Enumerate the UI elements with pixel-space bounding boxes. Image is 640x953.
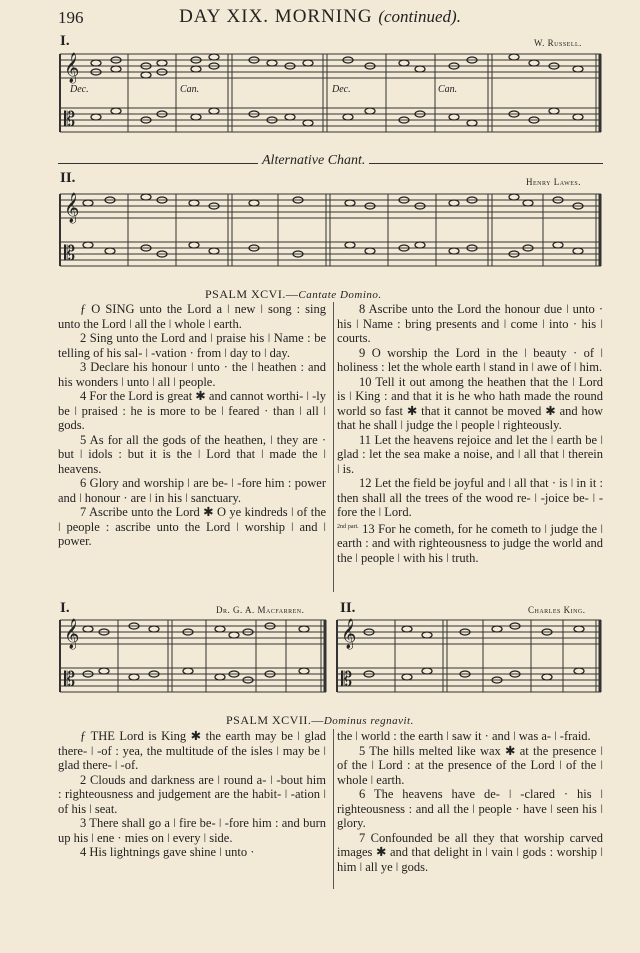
psalm-96-verse-7: 7 Ascribe unto the Lord ✱ O ye kindreds ǀ of the ǀ people : ascribe unto the Lord ǀ worship ǀ and ǀ power.	[58, 505, 326, 548]
psalm-97-verse-4-cont: the ǀ world : the earth ǀ saw it · and ǀ was a- ǀ -fraid.	[337, 729, 591, 743]
psalm-97-verse-7: 7 Confounded be all they that worship carved images ✱ and that delight in ǀ vain ǀ gods : worship ǀ him ǀ all ye ǀ gods.	[337, 830, 603, 874]
column-divider-2	[333, 729, 334, 889]
psalm-96-left-column	[58, 302, 326, 549]
svg-text:𝄞: 𝄞	[64, 619, 80, 649]
chant-4-number: II.	[340, 600, 356, 616]
page-title-text: DAY XIX. MORNING	[179, 6, 373, 27]
psalm-96-verse-8: 8 Ascribe unto the Lord the honour due ǀ unto · his ǀ Name : bring presents and ǀ come ǀ into · his ǀ courts.	[337, 302, 603, 345]
psalm-96-verse-6: 6 Glory and worship ǀ are be- ǀ -fore him : power and ǀ honour · are ǀ in his ǀ sanctuary.	[58, 476, 326, 505]
svg-text:𝄞: 𝄞	[64, 193, 80, 223]
svg-text:𝄡: 𝄡	[64, 667, 76, 691]
psalm-96-verse-12: 12 Let the field be joyful and ǀ all that · is ǀ in it : then shall all the trees of the wood re- ǀ -joice be- ǀ -fore the ǀ Lord.	[337, 476, 603, 519]
psalm-96-verse-2: 2 Sing unto the Lord and ǀ praise his ǀ Name : be telling of his sal- ǀ -vation · from ǀ day to ǀ day.	[58, 331, 326, 360]
chant-2-composer: Henry Lawes.	[526, 177, 582, 187]
psalm-96-verse-3: 3 Declare his honour ǀ unto · the ǀ heathen : and his wonders ǀ unto ǀ all ǀ people.	[58, 360, 326, 389]
chant-1-label-2: Can.	[180, 84, 200, 95]
alternative-chant-title: Alternative Chant.	[258, 153, 369, 169]
psalm-96-verse-5: 5 As for all the gods of the heathen, ǀ they are · but ǀ idols : but it is the ǀ Lord that ǀ made the ǀ heavens.	[58, 432, 326, 476]
chant-1-label-4: Can.	[438, 84, 458, 95]
psalm-96-verse-10: 10 Tell it out among the heathen that the ǀ Lord is ǀ King : and that it is he who hath made the round world so fast ✱ that it cannot be moved ✱ and how that he shall ǀ judge the ǀ people ǀ righteously.	[337, 374, 603, 432]
chant-4-score	[335, 612, 603, 702]
psalm-96-verse-9: 9 O worship the Lord in the ǀ beauty · of ǀ holiness : let the whole earth ǀ stand in ǀ awe of ǀ him.	[337, 345, 603, 374]
svg-text:𝄡: 𝄡	[64, 107, 76, 131]
psalm-96-latin: Cantate Domino.	[298, 289, 382, 301]
psalm-96-verse-4: 4 For the Lord is great ✱ and cannot worthi- ǀ -ly be ǀ praised : he is more to be ǀ feared · than ǀ all ǀ gods.	[58, 389, 326, 432]
psalm-97-right-column	[337, 729, 603, 874]
psalm-96-title: PSALM XCVI.—	[205, 287, 299, 301]
psalm-97-verse-2: 2 Clouds and darkness are ǀ round a- ǀ -bout him : righteousness and judgement are the habit- ǀ -ation ǀ of his ǀ seat.	[58, 772, 326, 816]
psalm-97-title: PSALM XCVII.—	[226, 713, 324, 727]
psalm-97-verse-6: 6 The heavens have de- ǀ -clared · his ǀ righteousness : and all the ǀ people · have ǀ seen his ǀ glory.	[337, 787, 603, 830]
chant-1-label-3: Dec.	[332, 84, 351, 95]
chant-3-score	[58, 612, 328, 702]
psalm-97-heading	[226, 713, 414, 728]
svg-text:𝄡: 𝄡	[341, 667, 353, 691]
chant-3-number: I.	[60, 600, 70, 616]
psalm-96-verse-13-text: 13 For he cometh, for he cometh to ǀ judge the ǀ earth : and with righteousness to judge the world and the ǀ people ǀ with his ǀ truth.	[337, 521, 604, 565]
psalm-96-verse-11: 11 Let the heavens rejoice and let the ǀ earth be ǀ glad : let the sea make a noise, and ǀ all that ǀ therein ǀ is.	[337, 432, 603, 476]
page-title	[0, 6, 640, 28]
psalm-96-verse-13	[337, 520, 603, 566]
page-title-suffix: (continued).	[378, 7, 461, 26]
psalm-97-verse-1: ƒ THE Lord is King ✱ the earth may be ǀ glad there- ǀ -of : yea, the multitude of the isles ǀ may be ǀ glad there- ǀ -of.	[58, 729, 326, 772]
chant-1-label-1: Dec.	[70, 84, 89, 95]
psalm-96-right-column	[337, 302, 603, 565]
svg-text:𝄡: 𝄡	[64, 241, 76, 265]
chant-4-composer: Charles King.	[528, 605, 586, 615]
chant-1-composer: W. Russell.	[534, 38, 582, 48]
psalm-96-heading	[205, 287, 382, 302]
psalm-97-latin: Dominus regnavit.	[323, 715, 414, 727]
second-part-marker: 2nd part.	[337, 523, 359, 530]
chant-1-score	[58, 46, 603, 141]
chant-2-number: II.	[60, 170, 76, 186]
psalm-96-verse-1: ƒ O SING unto the Lord a ǀ new ǀ song : sing unto the Lord ǀ all the ǀ whole ǀ earth.	[58, 302, 326, 331]
psalm-97-verse-3: 3 There shall go a ǀ fire be- ǀ -fore him : and burn up his ǀ ene · mies on ǀ every ǀ side.	[58, 816, 326, 845]
chant-1-number: I.	[60, 33, 70, 49]
psalm-97-verse-4: 4 His lightnings gave shine ǀ unto ·	[80, 845, 255, 859]
psalm-97-left-column	[58, 729, 326, 860]
psalm-97-verse-5: 5 The hills melted like wax ✱ at the presence ǀ of the ǀ Lord : at the presence of the Lord ǀ of the ǀ whole ǀ earth.	[337, 743, 603, 787]
svg-text:𝄞: 𝄞	[341, 619, 357, 649]
chant-3-composer: Dr. G. A. Macfarren.	[216, 605, 305, 615]
page-number: 196	[58, 8, 84, 27]
chant-2-score	[58, 186, 603, 276]
svg-text:𝄞: 𝄞	[64, 53, 80, 83]
column-divider	[333, 302, 334, 592]
